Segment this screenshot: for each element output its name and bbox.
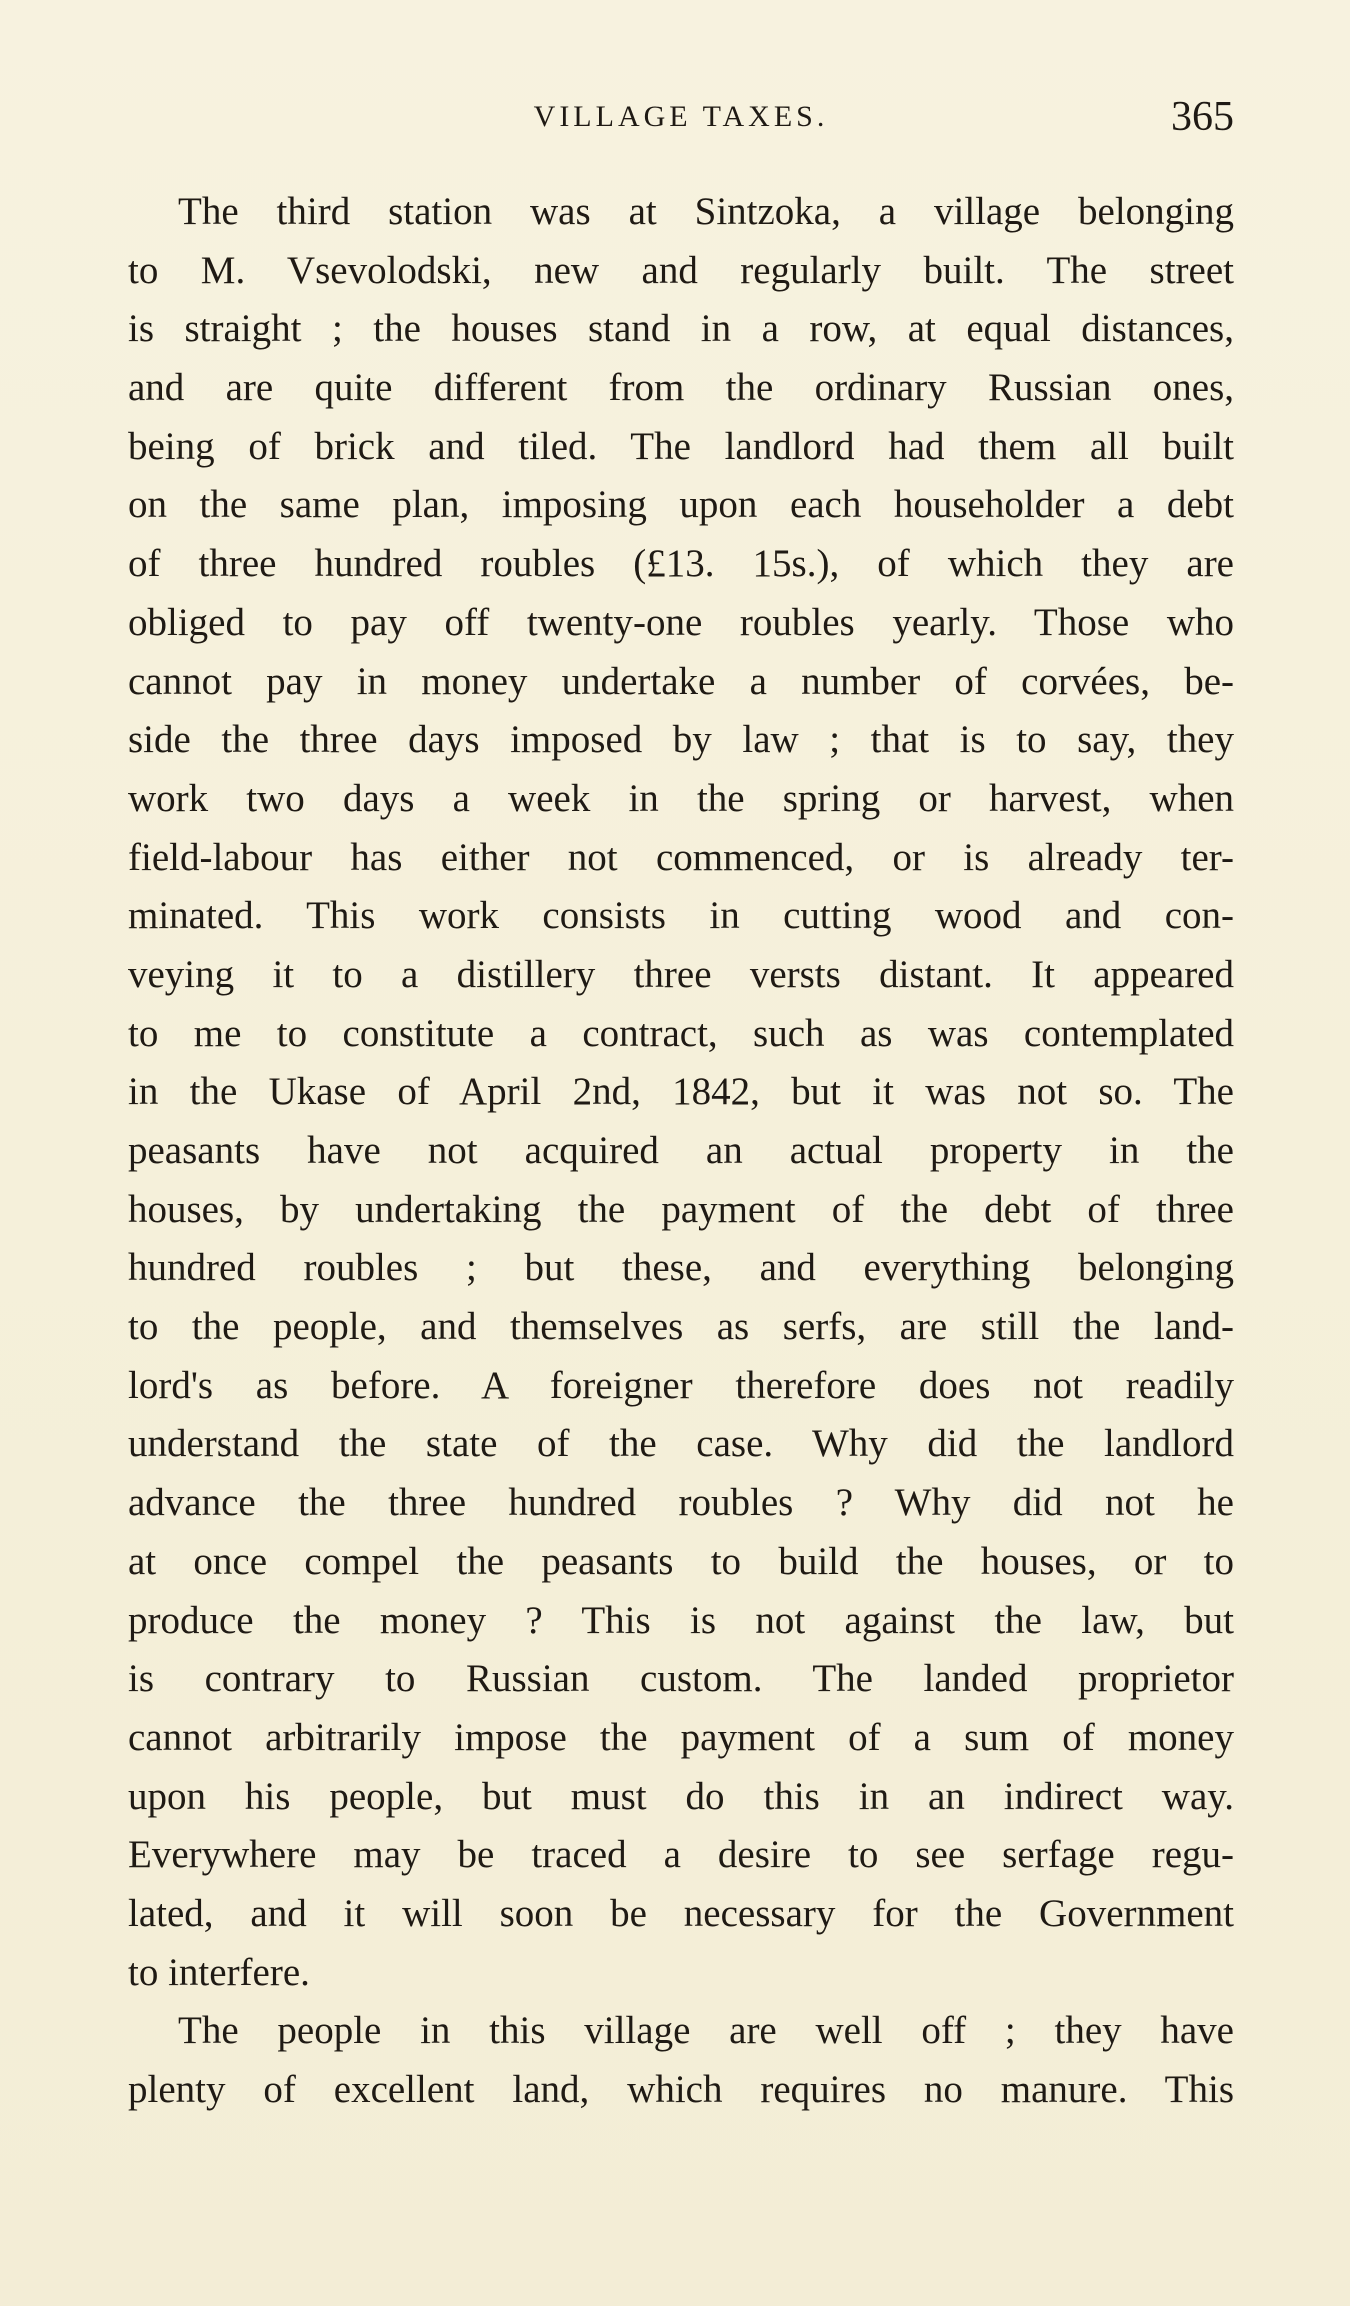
text-line: veying it to a distillery three versts distant. It appeared [128, 952, 1234, 996]
text-line: houses, by undertaking the payment of the debt of three [128, 1187, 1234, 1231]
text-line: field-labour has either not commenced, or is already ter- [128, 835, 1234, 879]
text-line: obliged to pay off twenty-one roubles yearly. Those who [128, 600, 1234, 644]
text-line: lated, and it will soon be necessary for the Government [128, 1891, 1234, 1935]
text-line: being of brick and tiled. The landlord had them all built [128, 424, 1234, 468]
text-line: The people in this village are well off ; they have [178, 2009, 1234, 2053]
text-line: lord's as before. A foreigner therefore does not readily [128, 1363, 1234, 1407]
text-line: minated. This work consists in cutting wood and con- [128, 894, 1234, 938]
text-line: cannot arbitrarily impose the payment of a sum of money [128, 1715, 1234, 1759]
text-line: is contrary to Russian custom. The landed proprietor [128, 1657, 1234, 1701]
text-line: Everywhere may be traced a desire to see serfage regu- [128, 1833, 1234, 1877]
text-line: hundred roubles ; but these, and everything belonging [128, 1246, 1234, 1290]
text-line: upon his people, but must do this in an indirect way. [128, 1774, 1234, 1818]
running-title: VILLAGE TAXES. [533, 100, 829, 133]
running-head [128, 92, 1234, 142]
text-line: to me to constitute a contract, such as was contemplated [128, 1011, 1234, 1055]
page-number: 365 [1171, 94, 1234, 140]
text-line: plenty of excellent land, which requires no manure. This [128, 2068, 1234, 2111]
text-line: peasants have not acquired an actual property in the [128, 1129, 1234, 1172]
text-line: side the three days imposed by law ; that is to say, they [128, 718, 1234, 762]
text-line: produce the money ? This is not against the law, but [128, 1598, 1234, 1642]
text-line: and are quite different from the ordinary Russian ones, [128, 366, 1234, 410]
text-line: cannot pay in money undertake a number of corvées, be- [128, 659, 1234, 703]
text-line: in the Ukase of April 2nd, 1842, but it was not so. The [128, 1070, 1234, 1114]
text-line: to the people, and themselves as serfs, are still the land- [128, 1305, 1234, 1349]
text-line: work two days a week in the spring or harvest, when [128, 776, 1234, 820]
text-line: on the same plan, imposing upon each householder a debt [128, 483, 1234, 527]
text-line: understand the state of the case. Why did the landlord [128, 1422, 1234, 1466]
text-line: is straight ; the houses stand in a row, at equal distances, [128, 307, 1234, 351]
text-line: at once compel the peasants to build the houses, or to [128, 1539, 1234, 1583]
body-text [128, 183, 1234, 2120]
text-line: of three hundred roubles (£13. 15s.), of which they are [128, 542, 1234, 586]
text-line: advance the three hundred roubles ? Why did not he [128, 1481, 1234, 1525]
text-line: to M. Vsevolodski, new and regularly built. The street [128, 248, 1234, 292]
text-line: The third station was at Sintzoka, a village belonging [178, 190, 1234, 233]
text-line: to interfere. [128, 1950, 310, 1994]
